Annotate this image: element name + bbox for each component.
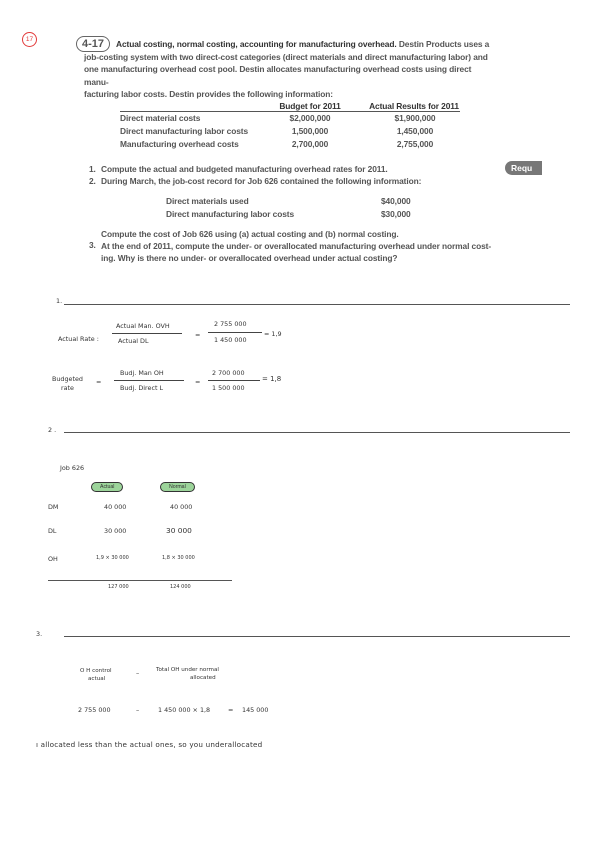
requirement-side-tab[interactable]: Requ xyxy=(505,161,542,175)
actual-dl-value: 1 450 000 xyxy=(214,336,247,344)
fraction-line xyxy=(112,333,182,334)
total-actual: 127 000 xyxy=(108,584,129,590)
oh-control-line: actual xyxy=(88,676,106,682)
cost-actual-value: 30 000 xyxy=(104,527,127,535)
calc-result: 145 000 xyxy=(242,706,269,714)
cost-normal-value: 40 000 xyxy=(170,503,193,511)
total-oh-line: Total OH under normal xyxy=(156,667,219,673)
table-row-label: Direct material costs xyxy=(120,113,201,123)
actual-rate-label: Actual Rate : xyxy=(58,335,99,343)
fraction-line xyxy=(208,380,260,381)
col-header-actual: Actual Results for 2011 xyxy=(369,101,459,111)
intro-line: job-costing system with two direct-cost categories (direct materials and direct manufacturing labor) and xyxy=(84,51,488,62)
cost-row-label: OH xyxy=(48,555,58,563)
minus-sign: – xyxy=(136,706,140,714)
question-3-line: ing. Why is there no under- or overallocated overhead under actual costing? xyxy=(101,253,398,263)
job-title: Job 626 xyxy=(60,464,85,472)
section-2-rule xyxy=(64,432,570,433)
job-row-value: $40,000 xyxy=(381,196,411,206)
question-3 xyxy=(101,240,491,264)
budget-oh-value: 2 700 000 xyxy=(212,369,245,377)
conclusion-note: ı allocated less than the actual ones, so you underallocated xyxy=(36,740,263,749)
section-1-rule xyxy=(64,304,570,305)
table-row-label: Manufacturing overhead costs xyxy=(120,139,239,149)
fraction-line xyxy=(208,332,262,333)
job-row-label: Direct materials used xyxy=(166,196,249,206)
question-3-number: 3. xyxy=(89,240,96,250)
question-1-number: 1. xyxy=(89,164,96,174)
actual-rate-denominator: Actual DL xyxy=(118,337,149,345)
minus-sign: – xyxy=(136,669,140,677)
total-rule xyxy=(48,580,232,581)
equals-sign: = xyxy=(96,378,102,386)
problem-number: 4-17 xyxy=(76,36,110,52)
question-3-line: At the end of 2011, compute the under- or overallocated manufacturing overhead under normal cost- xyxy=(101,241,492,251)
col-header-budget: Budget for 2011 xyxy=(279,101,341,111)
cost-row-label: DM xyxy=(48,503,59,511)
equals-sign: = xyxy=(195,331,201,339)
fraction-line xyxy=(114,380,184,381)
budgeted-rate-label xyxy=(52,375,83,393)
calc-allocated: 1 450 000 × 1,8 xyxy=(158,706,211,714)
question-2: During March, the job-cost record for Job 626 contained the following information: xyxy=(101,176,422,186)
budget-dl-value: 1 500 000 xyxy=(212,384,245,392)
problem-circle-number: 17 xyxy=(22,32,37,47)
question-2-number: 2. xyxy=(89,176,96,186)
table-cell-budget: $2,000,000 xyxy=(289,113,331,123)
table-header-rule xyxy=(120,111,460,112)
table-row-label: Direct manufacturing labor costs xyxy=(120,126,249,136)
problem-intro-lead: Actual costing, normal costing, accounting for manufacturing overhead. xyxy=(116,39,397,49)
normal-column-label: Normal xyxy=(160,482,195,492)
actual-column-label: Actual xyxy=(91,482,123,492)
table-cell-budget: 1,500,000 xyxy=(291,126,329,136)
table-cell-budget: 2,700,000 xyxy=(291,139,329,149)
cost-normal-value: 1,8 × 30 000 xyxy=(162,555,195,561)
calc-actual-oh: 2 755 000 xyxy=(78,706,111,714)
table-cell-actual: 1,450,000 xyxy=(396,126,434,136)
section-3-label: 3. xyxy=(36,630,43,638)
actual-oh-value: 2 755 000 xyxy=(214,320,247,328)
equals-sign: = xyxy=(228,706,234,714)
budgeted-label-line: rate xyxy=(61,384,74,392)
intro-line: Destin Products uses a xyxy=(398,39,490,49)
intro-line: one manufacturing overhead cost pool. Destin allocates manufacturing overhead costs using direct manu- xyxy=(84,64,472,87)
cost-row-label: DL xyxy=(48,527,57,535)
equals-sign: = xyxy=(195,378,201,386)
problem-intro xyxy=(84,38,494,101)
actual-rate-result: = 1,9 xyxy=(264,330,282,338)
oh-control-line: O H control xyxy=(80,668,112,674)
section-2-label: 2 . xyxy=(48,426,57,434)
cost-actual-value: 1,9 × 30 000 xyxy=(96,555,129,561)
table-cell-actual: 2,755,000 xyxy=(396,139,434,149)
budget-rate-numerator: Budj. Man OH xyxy=(120,369,164,377)
budget-rate-denominator: Budj. Direct L xyxy=(120,384,164,392)
cost-actual-value: 40 000 xyxy=(104,503,127,511)
actual-rate-numerator: Actual Man. OVH xyxy=(116,322,170,330)
budgeted-label-line: Budgeted xyxy=(52,375,83,383)
intro-line: facturing labor costs. Destin provides the following information: xyxy=(84,89,333,100)
question-1: Compute the actual and budgeted manufacturing overhead rates for 2011. xyxy=(101,164,388,174)
oh-control-actual xyxy=(80,667,112,683)
job-row-value: $30,000 xyxy=(381,209,411,219)
cost-normal-value: 30 000 xyxy=(166,526,192,535)
job-row-label: Direct manufacturing labor costs xyxy=(166,209,295,219)
budget-rate-result: = 1,8 xyxy=(262,375,282,383)
section-1-label: 1. xyxy=(56,297,63,305)
table-cell-actual: $1,900,000 xyxy=(394,113,436,123)
total-normal: 124 000 xyxy=(170,584,191,590)
section-3-rule xyxy=(64,636,570,637)
question-2-instruction: Compute the cost of Job 626 using (a) actual costing and (b) normal costing. xyxy=(101,229,399,239)
total-oh-line: allocated xyxy=(190,675,216,681)
total-oh-normal xyxy=(156,666,219,682)
